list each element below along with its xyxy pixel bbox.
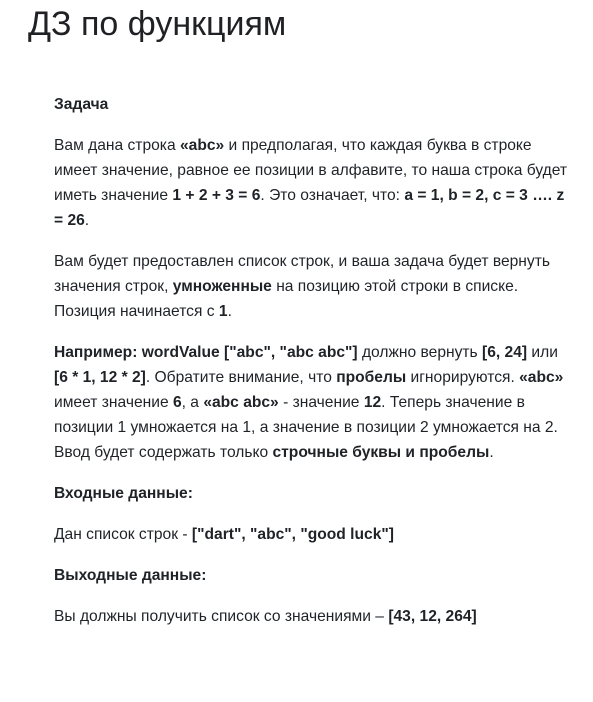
bold-run: a = 1, b = 2, c = 3 …. z = 26 — [54, 187, 565, 229]
text-run: Вам будет предоставлен список строк, и ваша задача будет вернуть значения строк, — [54, 253, 550, 295]
task-content — [54, 92, 569, 645]
text-run: . Это означает, что: — [260, 187, 405, 204]
output-heading-text: Выходные данные: — [54, 567, 207, 584]
bold-run: 12 — [363, 394, 382, 411]
text-run: имеет значение — [54, 394, 173, 411]
output-description — [54, 604, 569, 629]
input-description — [54, 522, 569, 547]
bold-run: [43, 12, 264] — [388, 608, 477, 625]
text-run: . — [227, 303, 232, 320]
text-run: Вы должны получить список со значениями – — [54, 608, 389, 625]
text-run: игнорируются. — [406, 369, 520, 386]
task-heading-text: Задача — [54, 96, 109, 113]
page-title: ДЗ по функциям — [28, 5, 287, 43]
input-heading-text: Входные данные: — [54, 485, 193, 502]
text-run: или — [527, 344, 558, 361]
text-run: должно вернуть — [357, 344, 482, 361]
bold-run: «abc abc» — [203, 394, 279, 411]
text-run: на позицию этой строки в списке. Позиция начинается с — [54, 278, 519, 320]
text-run: , а — [181, 394, 204, 411]
bold-run: ["dart", "abc", "good luck"] — [191, 526, 394, 543]
text-run: . Теперь значение в позиции 1 умножается на 1, а значение в позиции 2 умножается на 2. Ввод будет содержать только — [54, 394, 558, 461]
task-goal-paragraph — [54, 249, 569, 324]
text-run: - значение — [278, 394, 364, 411]
bold-run: [6 * 1, 12 * 2] — [54, 369, 146, 386]
bold-run: Например: wordValue ["abc", "abc abc"] — [54, 344, 358, 361]
bold-run: 6 — [172, 394, 182, 411]
bold-run: «abc» — [519, 369, 564, 386]
task-description-paragraph — [54, 133, 569, 233]
text-run: . — [489, 444, 494, 461]
text-run: . Обратите внимание, что — [145, 369, 337, 386]
task-heading — [54, 92, 569, 117]
bold-run: 1 — [218, 303, 228, 320]
text-run: Дан список строк - — [54, 526, 192, 543]
bold-run: 1 + 2 + 3 = 6 — [172, 187, 261, 204]
text-run: Вам дана строка — [54, 137, 180, 154]
bold-run: умноженные — [172, 278, 272, 295]
bold-run: [6, 24] — [482, 344, 528, 361]
bold-run: строчные буквы и пробелы — [272, 444, 490, 461]
output-heading — [54, 563, 569, 588]
text-run: и предполагая, что каждая буква в строке имеет значение, равное ее позиции в алфавите, то наша строка будет иметь значение — [54, 137, 568, 204]
text-run: . — [84, 212, 90, 229]
bold-run: «abc» — [179, 137, 225, 154]
input-heading — [54, 481, 569, 506]
bold-run: пробелы — [336, 369, 407, 386]
example-paragraph — [54, 340, 569, 465]
